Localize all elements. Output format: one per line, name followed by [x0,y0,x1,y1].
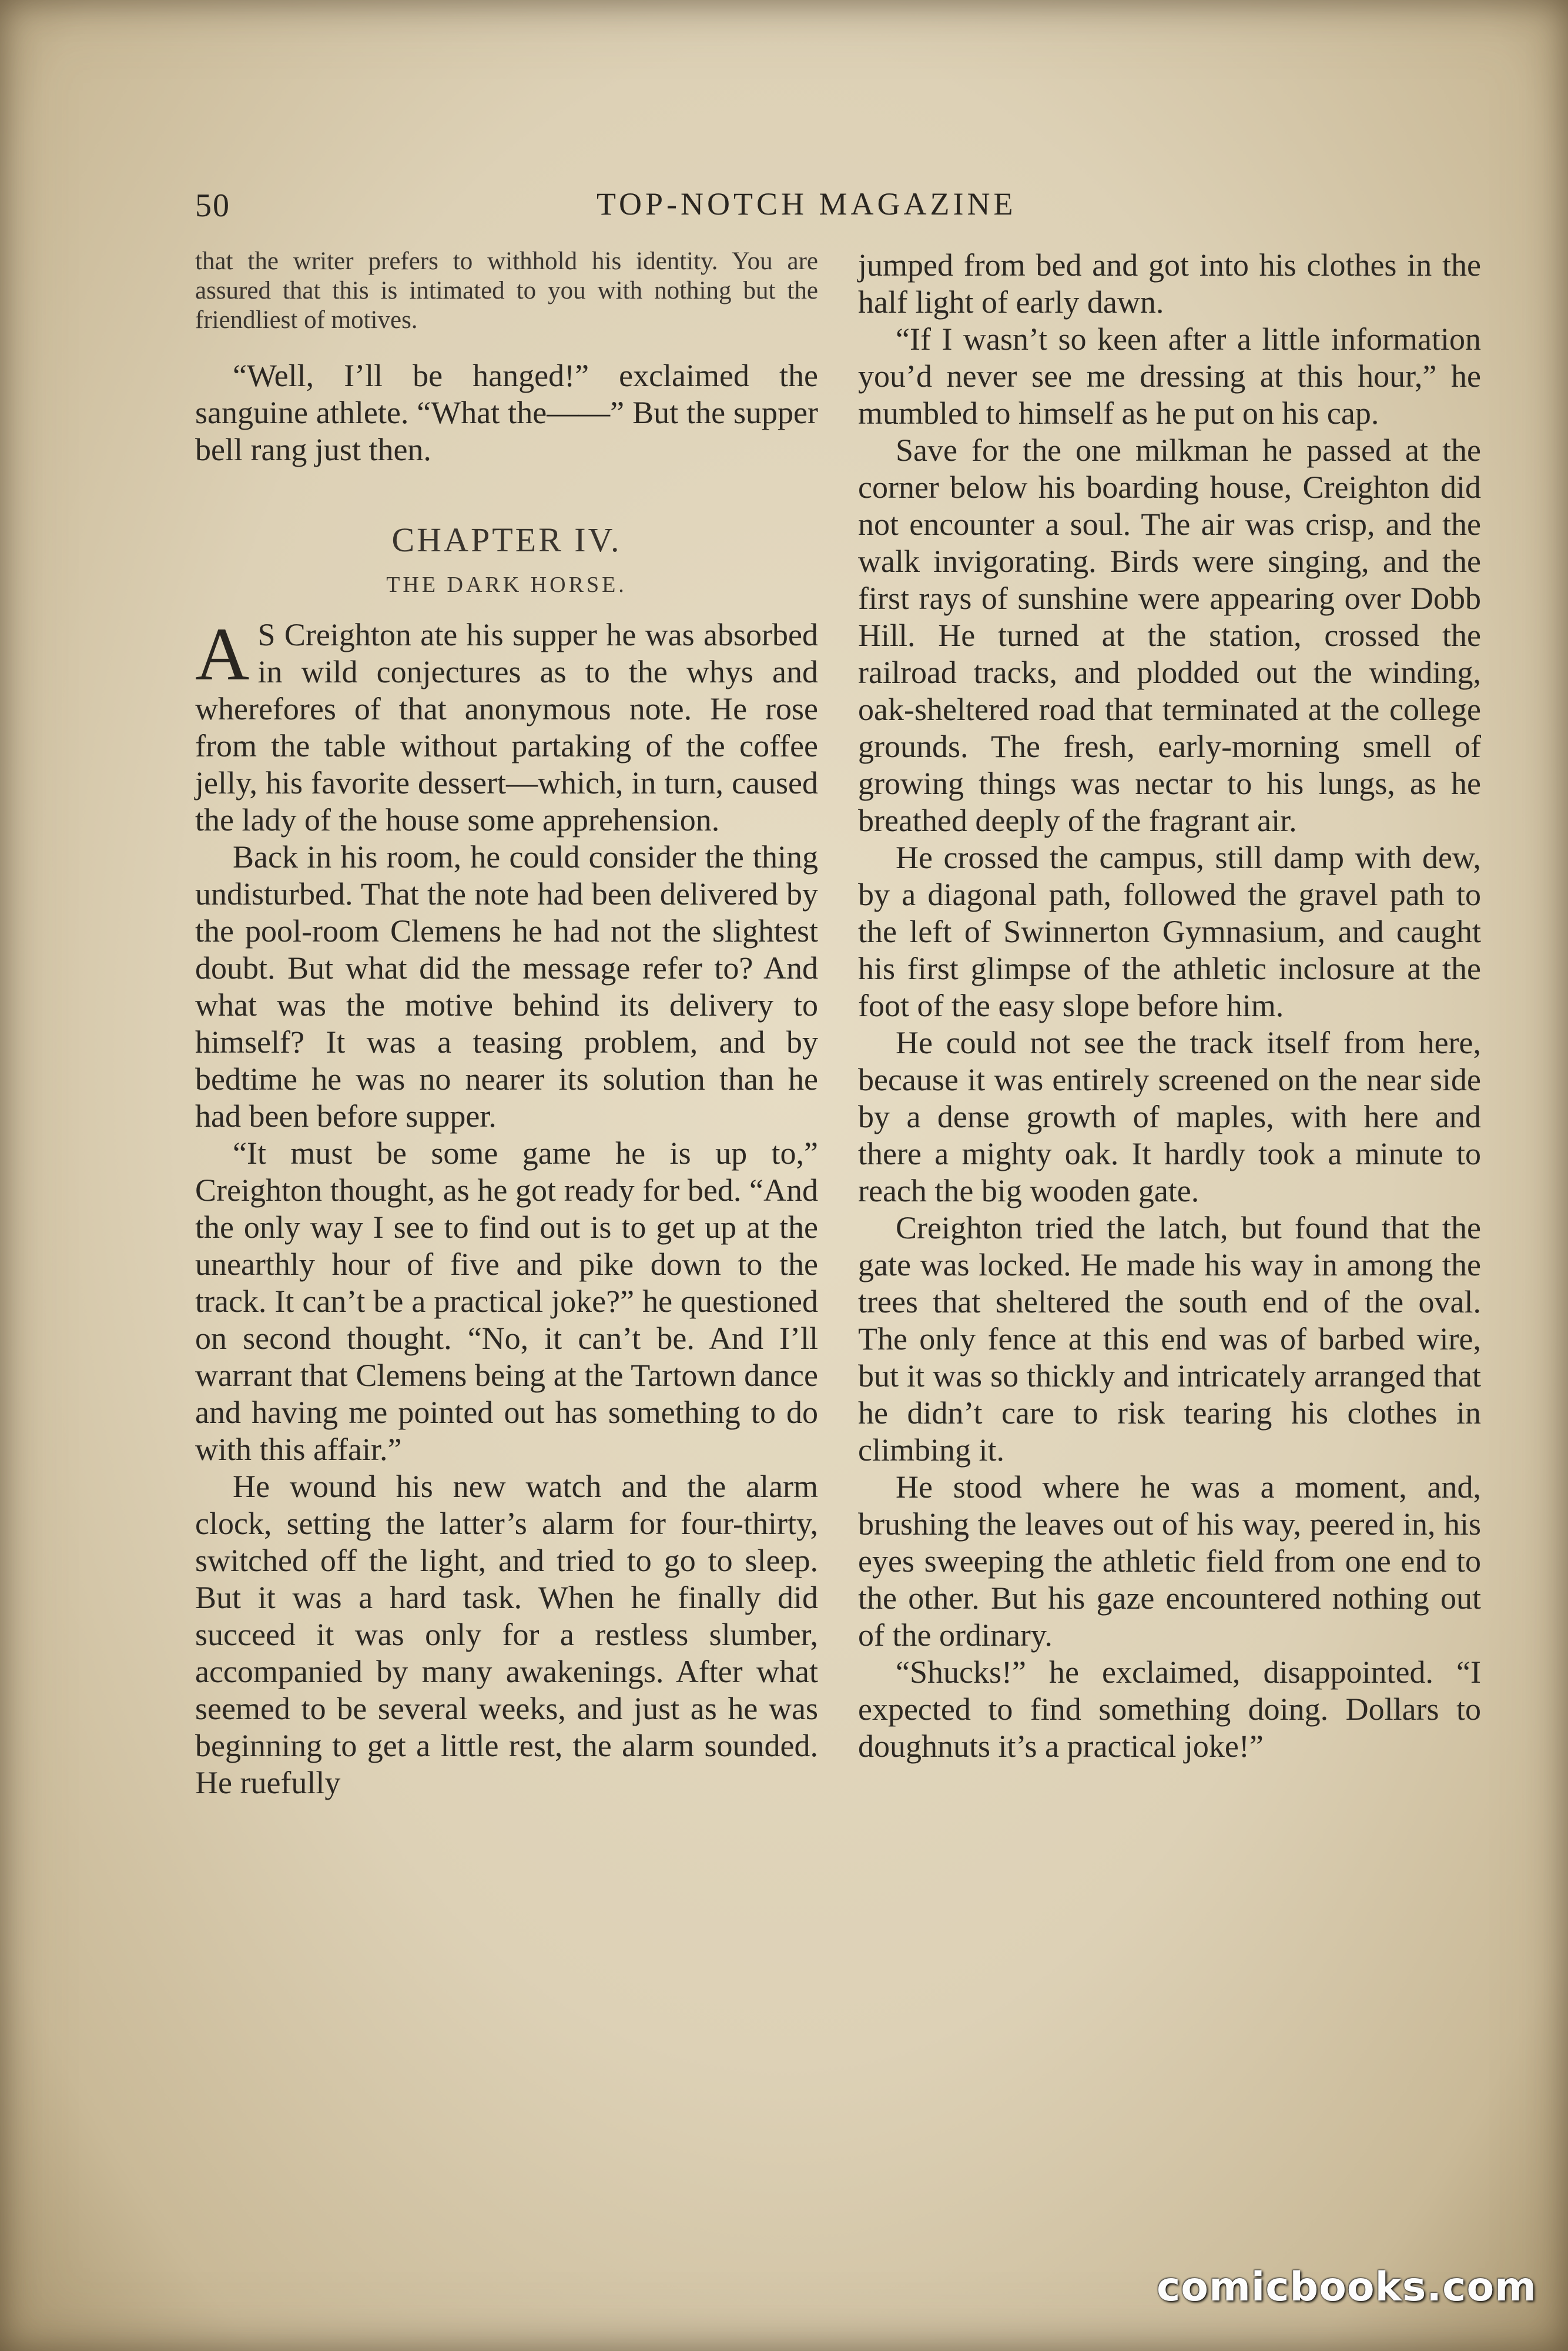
paragraph-text: S Creighton ate his supper he was absorbed in wild conjectures as to the whys and wherefores of that anonymous note. He rose from the table without partaking of the coffee jelly, his favorite dessert—which, in turn, caused the lady of the house some apprehension. [195,617,818,838]
right-column [858,247,1481,1765]
drop-cap: A [195,612,250,696]
paragraph: He stood where he was a moment, and, brushing the leaves out of his way, peered in, his eyes sweeping the athletic field from one end to the other. But his gaze encountered nothing out of the ordinary. [858,1469,1481,1653]
page-number: 50 [195,187,230,224]
running-head: TOP-NOTCH MAGAZINE [597,186,1017,222]
paragraph: “Well, I’ll be hanged!” exclaimed the sanguine athlete. “What the——” But the supper bell rang just then. [195,358,818,467]
paragraph: Back in his room, he could consider the thing undisturbed. That the note had been delivered by the pool-room Clemens he had not the slightest doubt. But what did the message refer to? And what was the motive behind its delivery to himself? It was a teasing problem, and by bedtime he was no nearer its solution than he had been before supper. [195,839,818,1134]
paragraph: He crossed the campus, still damp with dew, by a diagonal path, followed the gravel path to the left of Swinnerton Gymnasium, and caught his first glimpse of the athletic inclosure at the foot of the easy slope before him. [858,840,1481,1023]
left-column [195,247,818,1801]
paragraph: He could not see the track itself from here, because it was entirely screened on the near side by a dense growth of maples, with here and there a mighty oak. It hardly took a minute to reach the big wooden gate. [858,1025,1481,1208]
paragraph: Creighton tried the latch, but found that the gate was locked. He made his way in among the trees that sheltered the south end of the oval. The only fence at this end was of barbed wire, but it was so thickly and intricately arranged that he didn’t care to risk tearing his clothes in climbing it. [858,1210,1481,1468]
paragraph: “Shucks!” he exclaimed, disappointed. “I expected to find something doing. Dollars to doughnuts it’s a practical joke!” [858,1655,1481,1764]
paragraph: jumped from bed and got into his clothes in the half light of early dawn. [858,247,1481,320]
paragraph: Save for the one milkman he passed at the corner below his boarding house, Creighton did not encounter a soul. The air was crisp, and the walk invigorating. Birds were singing, and the first rays of sunshine were appearing over Dobb Hill. He turned at the station, crossed the railroad tracks, and plodded out the winding, oak-sheltered road that terminated at the college grounds. The fresh, early-morning smell of growing things was nectar to his lungs, as he breathed deeply of the fragrant air. [858,433,1481,838]
chapter-opening-paragraph [195,612,818,839]
paragraph: “If I wasn’t so keen after a little information you’d never see me dressing at this hour,” he mumbled to himself as he put on his cap. [858,321,1481,431]
paragraph: He wound his new watch and the alarm clock, setting the latter’s alarm for four-thirty, switched off the light, and tried to go to sleep. But it was a hard task. When he finally did succeed it was only for a restless slumber, accompanied by many awakenings. After what seemed to be several weeks, and just as he was beginning to get a little rest, the alarm sounded. He ruefully [195,1469,818,1800]
note-excerpt: that the writer prefers to withhold his identity. You are assured that this is intimated to you with nothing but the friendliest of motives. [195,247,818,334]
chapter-subtitle: THE DARK HORSE. [386,572,627,597]
site-watermark: comicbooks.com [1157,2264,1537,2310]
paragraph: “It must be some game he is up to,” Creighton thought, as he got ready for bed. “And the only way I see to find out is to get up at the unearthly hour of five and pike down to the track. It can’t be a practical joke?” he questioned on second thought. “No, it can’t be. And I’ll warrant that Clemens being at the Tartown dance and having me pointed out has something to do with this affair.” [195,1136,818,1467]
chapter-title: CHAPTER IV. [391,521,622,559]
